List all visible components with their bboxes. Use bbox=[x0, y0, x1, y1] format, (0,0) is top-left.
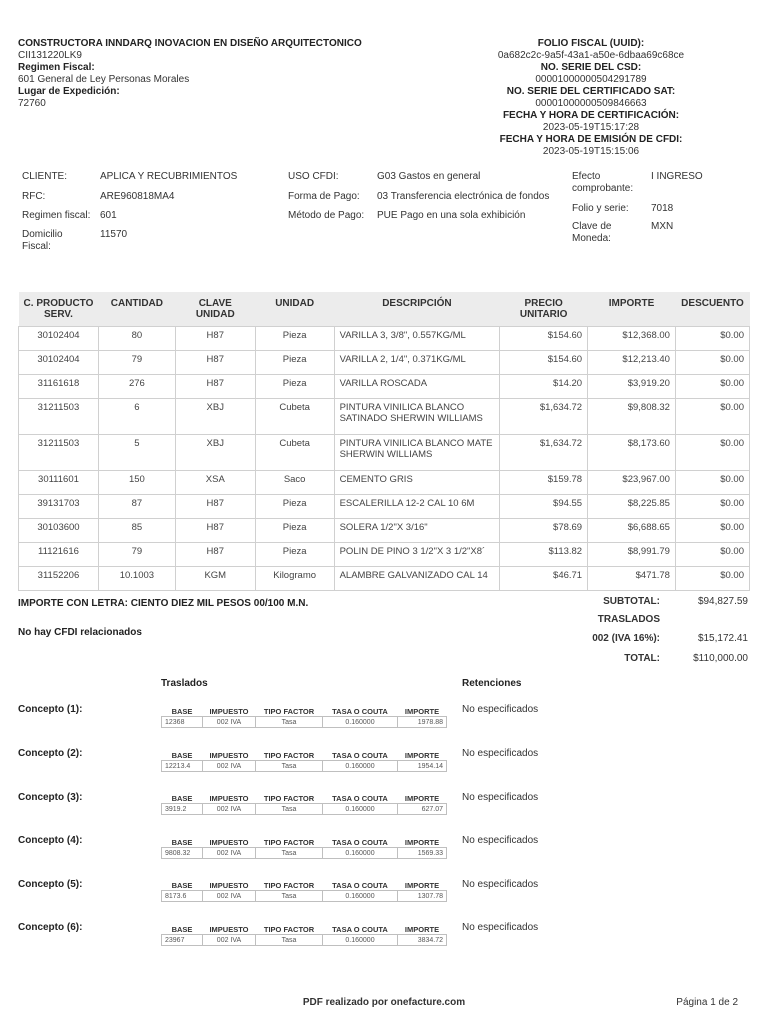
mini-header: TIPO FACTOR bbox=[263, 706, 315, 716]
mini-cell: 002 IVA bbox=[203, 761, 256, 772]
cell: Pieza bbox=[255, 543, 334, 567]
retenciones-value: No especificados bbox=[462, 835, 539, 846]
mini-header: IMPORTE bbox=[404, 837, 440, 847]
cell: $78.69 bbox=[500, 519, 588, 543]
cell: 11121616 bbox=[19, 543, 99, 567]
uso-cfdi-value: G03 Gastos en general bbox=[377, 171, 481, 182]
mini-header: IMPUESTO bbox=[209, 750, 249, 760]
csd-value: 00001000000504291789 bbox=[535, 74, 647, 85]
mini-cell: 9808.32 bbox=[162, 848, 203, 859]
cell: 30103600 bbox=[19, 519, 99, 543]
cell: 6 bbox=[98, 399, 175, 435]
cell: H87 bbox=[175, 351, 255, 375]
cell: Pieza bbox=[255, 519, 334, 543]
cell: XBJ bbox=[175, 399, 255, 435]
cell: H87 bbox=[175, 327, 255, 351]
concept-tax-table bbox=[161, 793, 447, 815]
moneda-label bbox=[572, 221, 611, 245]
mini-header: TIPO FACTOR bbox=[263, 750, 315, 760]
mini-header: IMPORTE bbox=[404, 793, 440, 803]
cell: 10.1003 bbox=[98, 567, 175, 591]
issuer-name: CONSTRUCTORA INNDARQ INOVACION EN DISEÑO ARQUITECTONICO bbox=[18, 38, 362, 49]
efecto-value: I INGRESO bbox=[651, 171, 703, 182]
folio-fiscal-value: 0a682c2c-9a5f-43a1-a50e-6dbaa69c68ce bbox=[497, 50, 685, 61]
table-header-row bbox=[19, 292, 750, 327]
table-row bbox=[19, 567, 750, 591]
cell: 5 bbox=[98, 435, 175, 471]
cell: 31211503 bbox=[19, 435, 99, 471]
table-row bbox=[19, 351, 750, 375]
no-cfdi-relacionados: No hay CFDI relacionados bbox=[18, 627, 142, 638]
total-label: TOTAL: bbox=[624, 653, 660, 664]
emission-date-value: 2023-05-19T15:15:06 bbox=[542, 146, 640, 157]
cell: 80 bbox=[98, 327, 175, 351]
subtotal-label: SUBTOTAL: bbox=[603, 596, 660, 607]
cliente-value: APLICA Y RECUBRIMIENTOS bbox=[100, 171, 238, 182]
mini-header: IMPORTE bbox=[404, 750, 440, 760]
issuer-regimen-label: Regimen Fiscal: bbox=[18, 62, 95, 73]
mini-cell: 002 IVA bbox=[203, 935, 256, 946]
iva-value: $15,172.41 bbox=[697, 633, 748, 644]
retenciones-value: No especificados bbox=[462, 792, 539, 803]
cell: $12,368.00 bbox=[588, 327, 676, 351]
mini-header: TASA O COUTA bbox=[332, 793, 388, 803]
mini-cell: 0.160000 bbox=[323, 717, 398, 728]
cell: H87 bbox=[175, 519, 255, 543]
domicilio-label bbox=[22, 229, 63, 253]
concept-label: Concepto (5): bbox=[18, 879, 83, 890]
footer-credit: PDF realizado por onefacture.com bbox=[302, 997, 466, 1008]
rfc-label: RFC: bbox=[22, 191, 46, 202]
mini-header: IMPUESTO bbox=[209, 924, 249, 934]
table-row bbox=[19, 435, 750, 471]
cell: H87 bbox=[175, 375, 255, 399]
cell: XSA bbox=[175, 471, 255, 495]
cell: $0.00 bbox=[675, 495, 749, 519]
cell: $0.00 bbox=[675, 375, 749, 399]
col-header: IMPORTE bbox=[588, 292, 676, 327]
cell: SOLERA 1/2"X 3/16" bbox=[334, 519, 500, 543]
mini-header: BASE bbox=[171, 793, 193, 803]
cell: $8,225.85 bbox=[588, 495, 676, 519]
cell: 87 bbox=[98, 495, 175, 519]
cell: 39131703 bbox=[19, 495, 99, 519]
cell: PINTURA VINILICA BLANCO MATE SHERWIN WILLIAMS bbox=[334, 435, 500, 471]
col-header: DESCRIPCIÓN bbox=[334, 292, 500, 327]
mini-cell: Tasa bbox=[256, 935, 323, 946]
cell: $113.82 bbox=[500, 543, 588, 567]
concept-label: Concepto (3): bbox=[18, 792, 83, 803]
cell: 30111601 bbox=[19, 471, 99, 495]
folio-fiscal-label: FOLIO FISCAL (UUID): bbox=[537, 38, 645, 49]
cell: Pieza bbox=[255, 495, 334, 519]
retenciones-value: No especificados bbox=[462, 704, 539, 715]
cell: $0.00 bbox=[675, 471, 749, 495]
mini-cell: Tasa bbox=[256, 891, 323, 902]
issuer-regimen-value: 601 General de Ley Personas Morales bbox=[18, 74, 190, 85]
table-row bbox=[19, 471, 750, 495]
mini-header: IMPUESTO bbox=[209, 706, 249, 716]
cell: VARILLA 3, 3/8", 0.557KG/ML bbox=[334, 327, 500, 351]
moneda-value: MXN bbox=[651, 221, 674, 232]
cell: $0.00 bbox=[675, 435, 749, 471]
cell: Saco bbox=[255, 471, 334, 495]
total-value: $110,000.00 bbox=[693, 653, 748, 664]
cell: 150 bbox=[98, 471, 175, 495]
cell: $3,919.20 bbox=[588, 375, 676, 399]
mini-cell: 0.160000 bbox=[323, 891, 398, 902]
sat-cert-label: NO. SERIE DEL CERTIFICADO SAT: bbox=[506, 86, 676, 97]
folio-serie-label: Folio y serie: bbox=[572, 203, 629, 214]
forma-pago-value: 03 Transferencia electrónica de fondos bbox=[377, 191, 550, 202]
mini-cell: 8173.6 bbox=[162, 891, 203, 902]
certification-date-value: 2023-05-19T15:17:28 bbox=[542, 122, 640, 133]
cell: 79 bbox=[98, 351, 175, 375]
moneda-label-line2: Moneda: bbox=[572, 233, 611, 244]
concept-label: Concepto (6): bbox=[18, 922, 83, 933]
mini-cell: 23967 bbox=[162, 935, 203, 946]
domicilio-value: 11570 bbox=[100, 229, 128, 240]
cell: $23,967.00 bbox=[588, 471, 676, 495]
client-regimen-value: 601 bbox=[100, 210, 117, 221]
col-header: CLAVE UNIDAD bbox=[175, 292, 255, 327]
mini-header: BASE bbox=[171, 750, 193, 760]
mini-cell: 0.160000 bbox=[323, 935, 398, 946]
mini-header: BASE bbox=[171, 706, 193, 716]
efecto-label bbox=[572, 171, 633, 195]
cell: $46.71 bbox=[500, 567, 588, 591]
cell: ALAMBRE GALVANIZADO CAL 14 bbox=[334, 567, 500, 591]
domicilio-label-line2: Fiscal: bbox=[22, 241, 51, 252]
importe-con-letra: IMPORTE CON LETRA: CIENTO DIEZ MIL PESOS 00/100 M.N. bbox=[18, 598, 309, 609]
moneda-label-line1: Clave de bbox=[572, 221, 612, 232]
mini-cell: Tasa bbox=[256, 848, 323, 859]
mini-cell: 002 IVA bbox=[203, 891, 256, 902]
cell: 30102404 bbox=[19, 327, 99, 351]
mini-header: TASA O COUTA bbox=[332, 880, 388, 890]
cell: 31152206 bbox=[19, 567, 99, 591]
cell: $0.00 bbox=[675, 567, 749, 591]
mini-header: TASA O COUTA bbox=[332, 750, 388, 760]
forma-pago-label: Forma de Pago: bbox=[288, 191, 360, 202]
cliente-label: CLIENTE: bbox=[22, 171, 68, 182]
cell: H87 bbox=[175, 495, 255, 519]
issuer-block bbox=[18, 38, 438, 110]
cell: $12,213.40 bbox=[588, 351, 676, 375]
mini-cell: Tasa bbox=[256, 761, 323, 772]
concept-tax-table bbox=[161, 706, 447, 728]
mini-header: TIPO FACTOR bbox=[263, 880, 315, 890]
emission-date-label: FECHA Y HORA DE EMISIÓN DE CFDI: bbox=[499, 134, 683, 145]
mini-cell: 12213.4 bbox=[162, 761, 203, 772]
folio-serie-value: 7018 bbox=[651, 203, 674, 214]
concept-tax-table bbox=[161, 880, 447, 902]
cell: Cubeta bbox=[255, 435, 334, 471]
cell: XBJ bbox=[175, 435, 255, 471]
efecto-label-line2: comprobante: bbox=[572, 183, 634, 194]
issuer-lugar-label: Lugar de Expedición: bbox=[18, 86, 120, 97]
cell: $6,688.65 bbox=[588, 519, 676, 543]
mini-header: BASE bbox=[171, 837, 193, 847]
retenciones-title: Retenciones bbox=[462, 678, 522, 689]
mini-header: IMPORTE bbox=[404, 924, 440, 934]
cell: $1,634.72 bbox=[500, 399, 588, 435]
mini-header: IMPORTE bbox=[404, 706, 440, 716]
cell: $14.20 bbox=[500, 375, 588, 399]
col-header: CANTIDAD bbox=[98, 292, 175, 327]
cell: 31211503 bbox=[19, 399, 99, 435]
client-regimen-label: Regimen fiscal: bbox=[22, 210, 91, 221]
cell: $0.00 bbox=[675, 351, 749, 375]
certification-date-label: FECHA Y HORA DE CERTIFICACIÓN: bbox=[502, 110, 680, 121]
mini-header: BASE bbox=[171, 924, 193, 934]
cell: $9,808.32 bbox=[588, 399, 676, 435]
col-header: DESCUENTO bbox=[675, 292, 749, 327]
cell: H87 bbox=[175, 543, 255, 567]
col-header: UNIDAD bbox=[255, 292, 334, 327]
products-table bbox=[18, 292, 750, 591]
retenciones-value: No especificados bbox=[462, 879, 539, 890]
cell: PINTURA VINILICA BLANCO SATINADO SHERWIN WILLIAMS bbox=[334, 399, 500, 435]
cell: Pieza bbox=[255, 327, 334, 351]
concept-tax-table bbox=[161, 750, 447, 772]
mini-cell: Tasa bbox=[256, 717, 323, 728]
mini-header: TASA O COUTA bbox=[332, 706, 388, 716]
sat-cert-value: 00001000000509846663 bbox=[535, 98, 647, 109]
mini-cell: 002 IVA bbox=[203, 848, 256, 859]
subtotal-value: $94,827.59 bbox=[697, 596, 748, 607]
traslados-title: Traslados bbox=[161, 678, 208, 689]
retenciones-value: No especificados bbox=[462, 748, 539, 759]
mini-cell: 1307.78 bbox=[398, 891, 447, 902]
table-row bbox=[19, 399, 750, 435]
cell: 79 bbox=[98, 543, 175, 567]
mini-cell: Tasa bbox=[256, 804, 323, 815]
cell: ESCALERILLA 12-2 CAL 10 6M bbox=[334, 495, 500, 519]
cell: 276 bbox=[98, 375, 175, 399]
uso-cfdi-label: USO CFDI: bbox=[288, 171, 339, 182]
mini-cell: 3834.72 bbox=[398, 935, 447, 946]
mini-cell: 0.160000 bbox=[323, 804, 398, 815]
table-row bbox=[19, 519, 750, 543]
concept-tax-table bbox=[161, 837, 447, 859]
cell: 30102404 bbox=[19, 351, 99, 375]
iva-label: 002 (IVA 16%): bbox=[592, 633, 660, 644]
cell: CEMENTO GRIS bbox=[334, 471, 500, 495]
table-row bbox=[19, 327, 750, 351]
cell: $471.78 bbox=[588, 567, 676, 591]
mini-cell: 0.160000 bbox=[323, 848, 398, 859]
table-row bbox=[19, 543, 750, 567]
fiscal-block bbox=[461, 38, 721, 158]
mini-cell: 002 IVA bbox=[203, 717, 256, 728]
mini-header: BASE bbox=[171, 880, 193, 890]
mini-cell: 1978.88 bbox=[398, 717, 447, 728]
mini-header: TIPO FACTOR bbox=[263, 793, 315, 803]
cell: $0.00 bbox=[675, 399, 749, 435]
efecto-label-line1: Efecto bbox=[572, 171, 601, 182]
cell: Pieza bbox=[255, 375, 334, 399]
col-header: C. PRODUCTO SERV. bbox=[19, 292, 99, 327]
cell: $94.55 bbox=[500, 495, 588, 519]
mini-header: TASA O COUTA bbox=[332, 924, 388, 934]
mini-header: IMPUESTO bbox=[209, 793, 249, 803]
mini-header: TIPO FACTOR bbox=[263, 924, 315, 934]
concept-label: Concepto (2): bbox=[18, 748, 83, 759]
cell: $8,173.60 bbox=[588, 435, 676, 471]
mini-header: TASA O COUTA bbox=[332, 837, 388, 847]
mini-header: TIPO FACTOR bbox=[263, 837, 315, 847]
cell: 85 bbox=[98, 519, 175, 543]
mini-cell: 1954.14 bbox=[398, 761, 447, 772]
concept-tax-table bbox=[161, 924, 447, 946]
table-row bbox=[19, 375, 750, 399]
cell: $159.78 bbox=[500, 471, 588, 495]
mini-header: IMPORTE bbox=[404, 880, 440, 890]
cell: VARILLA 2, 1/4", 0.371KG/ML bbox=[334, 351, 500, 375]
cell: $1,634.72 bbox=[500, 435, 588, 471]
rfc-value: ARE960818MA4 bbox=[100, 191, 175, 202]
cell: Pieza bbox=[255, 351, 334, 375]
cell: Kilogramo bbox=[255, 567, 334, 591]
mini-cell: 002 IVA bbox=[203, 804, 256, 815]
csd-label: NO. SERIE DEL CSD: bbox=[540, 62, 642, 73]
cell: Cubeta bbox=[255, 399, 334, 435]
cell: $8,991.79 bbox=[588, 543, 676, 567]
cell: $0.00 bbox=[675, 543, 749, 567]
table-row bbox=[19, 495, 750, 519]
cell: POLIN DE PINO 3 1/2"X 3 1/2"X8´ bbox=[334, 543, 500, 567]
metodo-pago-value: PUE Pago en una sola exhibición bbox=[377, 210, 526, 221]
issuer-rfc: CII131220LK9 bbox=[18, 50, 82, 61]
concept-label: Concepto (4): bbox=[18, 835, 83, 846]
concept-label: Concepto (1): bbox=[18, 704, 83, 715]
mini-cell: 0.160000 bbox=[323, 761, 398, 772]
mini-header: IMPUESTO bbox=[209, 880, 249, 890]
cell: $154.60 bbox=[500, 351, 588, 375]
cell: 31161618 bbox=[19, 375, 99, 399]
mini-cell: 1569.33 bbox=[398, 848, 447, 859]
col-header: PRECIO UNITARIO bbox=[500, 292, 588, 327]
cell: $0.00 bbox=[675, 519, 749, 543]
domicilio-label-line1: Domicilio bbox=[22, 229, 63, 240]
mini-header: IMPUESTO bbox=[209, 837, 249, 847]
cell: VARILLA ROSCADA bbox=[334, 375, 500, 399]
cell: $154.60 bbox=[500, 327, 588, 351]
mini-cell: 627.07 bbox=[398, 804, 447, 815]
issuer-lugar-value: 72760 bbox=[18, 98, 46, 109]
page-number: Página 1 de 2 bbox=[676, 997, 738, 1008]
retenciones-value: No especificados bbox=[462, 922, 539, 933]
traslados-label: TRASLADOS bbox=[597, 614, 660, 625]
cell: KGM bbox=[175, 567, 255, 591]
cell: $0.00 bbox=[675, 327, 749, 351]
metodo-pago-label: Método de Pago: bbox=[288, 210, 365, 221]
mini-cell: 12368 bbox=[162, 717, 203, 728]
mini-cell: 3919.2 bbox=[162, 804, 203, 815]
